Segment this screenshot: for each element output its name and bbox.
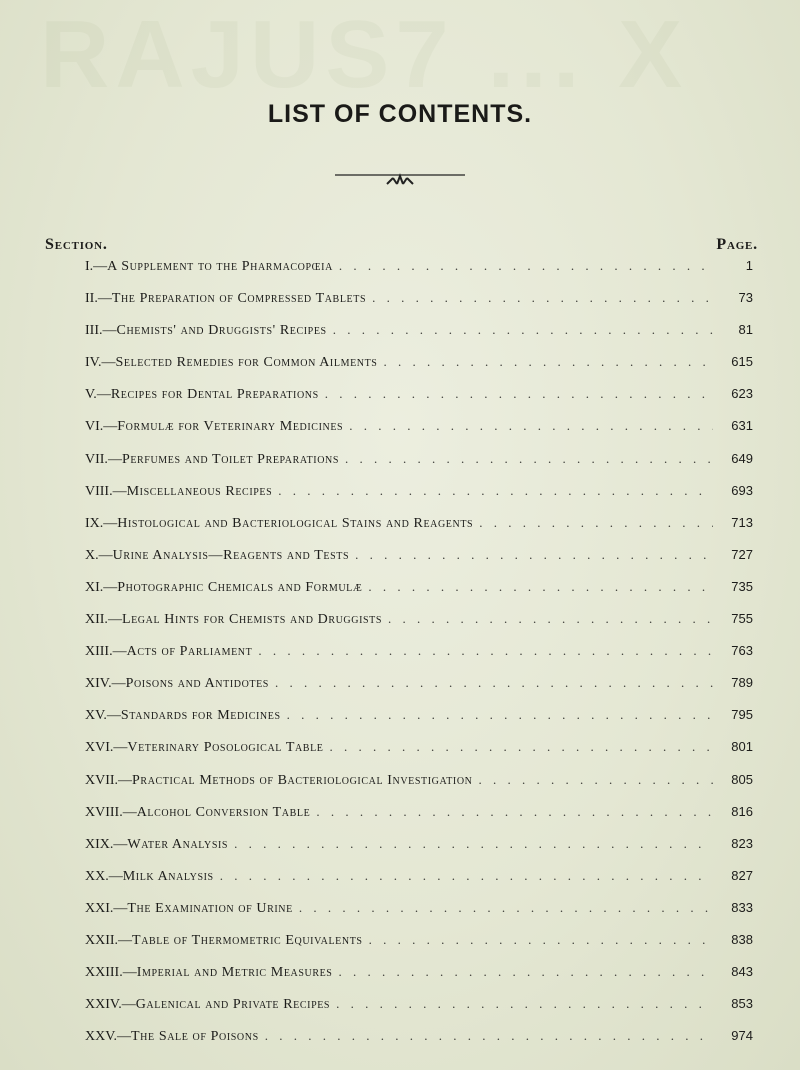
page-number: 735: [731, 578, 753, 594]
dot-leader: [345, 451, 713, 467]
dot-leader: [372, 290, 713, 306]
section-number: VIII.: [85, 483, 113, 499]
page-number: 649: [731, 450, 753, 466]
separator-dash: —: [108, 868, 123, 884]
section-title: Chemists' and Druggists' Recipes: [116, 323, 327, 339]
toc-entry: [85, 354, 753, 386]
toc-entry: [85, 707, 753, 739]
dot-leader: [234, 836, 713, 852]
section-title: Perfumes and Toilet Preparations: [121, 451, 340, 467]
page-number: 833: [731, 899, 753, 915]
toc-entry: [85, 258, 753, 290]
section-number: XIII.: [85, 644, 113, 660]
toc-entry: [85, 483, 753, 515]
toc-entry: [85, 964, 753, 996]
toc-entry: [85, 579, 753, 611]
section-number: XIV.: [85, 676, 112, 692]
dot-leader: [265, 1028, 713, 1044]
page-number: 623: [731, 386, 753, 402]
section-title: Imperial and Metric Measures: [136, 965, 333, 981]
page-number: 1: [745, 258, 753, 273]
toc-entry: [85, 836, 753, 868]
section-number: IX.: [85, 515, 104, 531]
toc-entry: [85, 739, 753, 771]
separator-dash: —: [106, 708, 121, 724]
section-title: A Supplement to the Pharmacopœia: [107, 259, 333, 274]
page-number: 727: [731, 546, 753, 562]
separator-dash: —: [111, 676, 126, 692]
section-number: XXIII.: [85, 965, 123, 981]
page-number: 816: [731, 803, 753, 819]
section-title: Selected Remedies for Common Ailments: [115, 355, 378, 371]
section-number: II.: [85, 291, 98, 307]
section-title: Practical Methods of Bacteriological Investigation: [132, 772, 473, 788]
dot-leader: [388, 611, 713, 627]
separator-dash: —: [122, 804, 137, 820]
section-title: Poisons and Antidotes: [125, 676, 269, 692]
section-number: III.: [85, 323, 103, 339]
dot-leader: [333, 322, 713, 338]
toc-entry: [85, 804, 753, 836]
toc-entry: [85, 290, 753, 322]
separator-dash: —: [103, 579, 118, 595]
page-title: LIST OF CONTENTS.: [267, 100, 533, 128]
toc-entry: [85, 451, 753, 483]
dot-leader: [287, 707, 713, 723]
page-column-heading: Page.: [716, 236, 758, 253]
separator-dash: —: [93, 259, 108, 274]
dot-leader: [369, 932, 713, 948]
dot-leader: [275, 675, 713, 691]
toc-entry: [85, 418, 753, 450]
dot-leader: [299, 900, 713, 916]
section-number: X.: [85, 547, 99, 563]
page-number: 843: [731, 964, 753, 980]
dot-leader: [336, 996, 713, 1012]
section-title: Acts of Parliament: [126, 644, 253, 660]
section-title: Veterinary Posological Table: [127, 740, 324, 756]
toc-entry: [85, 1028, 753, 1060]
toc-entry: [85, 515, 753, 547]
dot-leader: [479, 772, 714, 788]
page-number: 853: [731, 996, 753, 1012]
toc-entry: [85, 900, 753, 932]
ornament-divider: [335, 170, 465, 190]
toc-entry: [85, 675, 753, 707]
section-number: XXII.: [85, 932, 119, 948]
separator-dash: —: [96, 387, 111, 403]
page-number: 755: [731, 611, 753, 627]
section-number: XX.: [85, 868, 109, 884]
toc-entry: [85, 932, 753, 964]
dot-leader: [325, 386, 713, 402]
separator-dash: —: [103, 515, 118, 531]
page-number: 789: [731, 675, 753, 691]
section-title: Legal Hints for Chemists and Druggists: [121, 612, 383, 628]
separator-dash: —: [102, 323, 117, 339]
separator-dash: —: [107, 612, 122, 628]
page-number: 974: [731, 1028, 753, 1044]
page-number: 713: [731, 514, 753, 530]
toc-entry: [85, 322, 753, 354]
section-number: XXV.: [85, 1029, 118, 1045]
page-number: 823: [731, 835, 753, 851]
page-number: 838: [731, 931, 753, 947]
section-number: VI.: [85, 419, 104, 435]
separator-dash: —: [118, 772, 133, 788]
section-title: Galenical and Private Recipes: [135, 997, 331, 1013]
section-title: Miscellaneous Recipes: [126, 483, 273, 499]
section-number: XVI.: [85, 740, 114, 756]
section-title: Histological and Bacteriological Stains and Reagents: [117, 515, 474, 531]
separator-dash: —: [112, 483, 127, 499]
section-number: XI.: [85, 579, 104, 595]
section-title: Photographic Chemicals and Formulæ: [117, 579, 363, 595]
page-number: 795: [731, 707, 753, 723]
page-number: 81: [738, 322, 753, 338]
section-number: XIX.: [85, 836, 114, 852]
page-number: 827: [731, 867, 753, 883]
section-title: Standards for Medicines: [120, 708, 281, 724]
table-of-contents: [85, 258, 753, 1060]
separator-dash: —: [103, 419, 118, 435]
section-title: Alcohol Conversion Table: [136, 804, 311, 820]
dot-leader: [316, 804, 713, 820]
dot-leader: [383, 354, 713, 370]
dot-leader: [278, 483, 713, 499]
section-title: Table of Thermometric Equivalents: [132, 932, 363, 948]
dot-leader: [368, 579, 713, 595]
section-title: Formulæ for Veterinary Medicines: [117, 419, 344, 435]
separator-dash: —: [97, 291, 112, 307]
toc-entry: [85, 996, 753, 1028]
dot-leader: [338, 964, 713, 980]
separator-dash: —: [113, 836, 128, 852]
toc-entry: [85, 547, 753, 579]
separator-dash: —: [122, 965, 137, 981]
section-title: The Preparation of Compressed Tablets: [111, 291, 367, 307]
section-number: XVII.: [85, 772, 119, 788]
page-number: 805: [731, 771, 753, 787]
section-number: V.: [85, 387, 97, 403]
page-number: 615: [731, 354, 753, 370]
section-number: VII.: [85, 451, 108, 467]
toc-entry: [85, 772, 753, 804]
section-title: Urine Analysis—Reagents and Tests: [112, 547, 350, 563]
toc-entry: [85, 611, 753, 643]
toc-entry: [85, 386, 753, 418]
section-title: The Examination of Urine: [127, 900, 293, 916]
separator-dash: —: [117, 1029, 132, 1045]
page-number: 801: [731, 739, 753, 755]
section-number: XXIV.: [85, 997, 122, 1013]
section-number: XII.: [85, 612, 108, 628]
dot-leader: [258, 643, 713, 659]
separator-dash: —: [121, 997, 136, 1013]
section-number: XVIII.: [85, 804, 123, 820]
toc-entry: [85, 643, 753, 675]
dot-leader: [330, 739, 714, 755]
separator-dash: —: [113, 740, 128, 756]
separator-dash: —: [113, 900, 128, 916]
dot-leader: [220, 868, 713, 884]
separator-dash: —: [118, 932, 133, 948]
section-number: XV.: [85, 708, 107, 724]
dot-leader: [339, 258, 713, 274]
page-number: 693: [731, 482, 753, 498]
section-number: XXI.: [85, 900, 114, 916]
section-title: Water Analysis: [127, 836, 229, 852]
separator-dash: —: [107, 451, 122, 467]
separator-dash: —: [112, 644, 127, 660]
section-number: IV.: [85, 355, 102, 371]
show-through-print: RAJUS7 ... X: [40, 1, 689, 108]
separator-dash: —: [101, 355, 116, 371]
toc-entry: [85, 868, 753, 900]
page-number: 631: [731, 418, 753, 434]
dot-leader: [355, 547, 713, 563]
page-number: 763: [731, 643, 753, 659]
section-title: Recipes for Dental Preparations: [110, 387, 319, 403]
page-number: 73: [738, 290, 753, 306]
section-column-heading: Section.: [45, 236, 108, 253]
dot-leader: [479, 515, 713, 531]
section-title: The Sale of Poisons: [131, 1029, 259, 1045]
separator-dash: —: [98, 547, 113, 563]
section-title: Milk Analysis: [122, 868, 214, 884]
dot-leader: [349, 418, 713, 434]
section-number: I.: [85, 259, 94, 274]
